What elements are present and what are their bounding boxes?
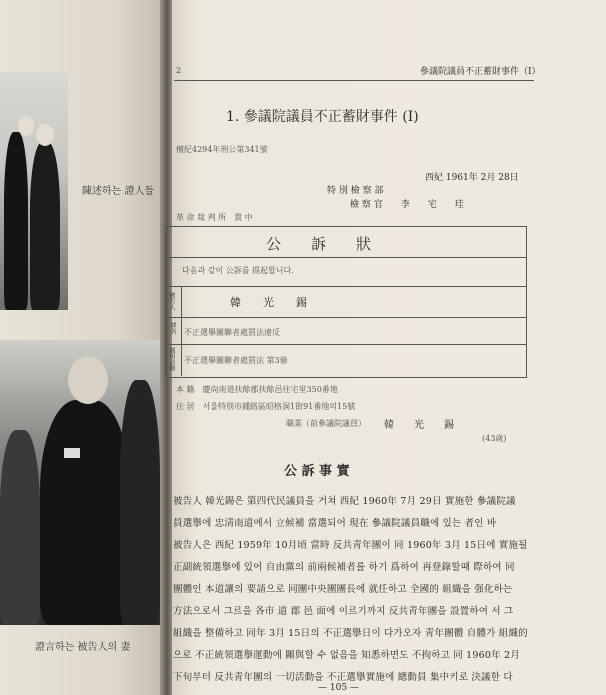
- residence: 住 居 서울特別市鍾路區昭格洞1街91番地의15號: [176, 402, 356, 411]
- court-addressee: 革 命 裁 判 所 貴 中: [176, 213, 253, 222]
- form-intro: 다음과 같이 公訴를 提起합니다.: [182, 266, 294, 275]
- law-value: 不正選擧關聯者處罰法 第3條: [184, 356, 288, 365]
- caption-witnesses: 陳述하는 證人들: [82, 186, 155, 197]
- chapter-title: 1. 參議院議員不正蓄財事件 (I): [226, 109, 419, 125]
- header-rule: [174, 80, 534, 81]
- facts-line: 被告人은 西紀 1959年 10月頃 當時 反共靑年團이 同 1960年 3月 15日에 實施될: [173, 540, 528, 551]
- caption-wife: 證言하는 被告人의 妻: [35, 642, 131, 653]
- form-title: 公 訴 狀: [266, 235, 372, 253]
- photo-witnesses: [0, 72, 68, 310]
- charge-value: 不正選擧關聯者處罰法違反: [184, 328, 280, 337]
- defendant-name-2: 韓 光 錫: [384, 420, 454, 431]
- facts-line: 被告人 韓光錫은 第四代民議員을 거쳐 西紀 1960年 7月 29日 實施한 參議院議: [173, 496, 516, 507]
- facts-line: 正副統領選擧에 있어 自由黨의 前兩候補者를 하기 爲하여 再登錄할때 際하여 同: [173, 562, 515, 573]
- defendant-label: 被告人: [168, 292, 175, 310]
- facts-line: 으로 不正統領選擧運動에 關與할 수 없음을 知悉하면도 不拘하고 同 1960年 2月: [173, 650, 521, 661]
- page-number: — 105 —: [318, 683, 359, 693]
- occupation: 職業（前參議院議員）: [286, 419, 366, 428]
- charge-label: 罪名: [169, 322, 176, 334]
- prosecution-office: 特 別 檢 察 部: [327, 186, 384, 196]
- running-title: 參議院議員不正蓄財事件（I）: [420, 67, 541, 77]
- registered-domicile: 本 籍 慶尙南道扶餘郡扶餘邑住宅里350番地: [176, 385, 338, 394]
- defendant-age: (43歲): [482, 434, 507, 443]
- header-page-number: 2: [176, 66, 182, 75]
- left-page: [0, 0, 168, 695]
- document-date: 西紀 1961年 2月 28日: [425, 173, 519, 183]
- facts-line: 員選擧에 忠淸南道에서 立候補 當選되어 現在 參議院議員職에 있는 者인 바: [173, 518, 497, 529]
- facts-line: 下旬부터 反共靑年團의 一切活動을 不正選擧實施에 總動員 集中키로 決議한 다: [173, 672, 513, 683]
- facts-line: 團體인 本道讓의 要請으로 同團中央團團長에 就任하고 全國的 組織을 强化하는: [173, 584, 513, 595]
- defendant-name: 韓 光 錫: [230, 296, 307, 309]
- facts-title: 公 訴 事 實: [284, 464, 350, 479]
- law-label: 適用法條: [168, 347, 175, 371]
- facts-line: 方法으로서 그르을 各市 道 郡 邑 面에 이르기까지 反共靑年團을 設置하여 서 그: [173, 606, 514, 617]
- facts-line: 組織을 整備하고 同年 3月 15日의 不正選擧日이 다가오자 靑年團體 自體가 組織的: [173, 628, 528, 639]
- photo-wife: [0, 340, 160, 625]
- case-number: 檀紀4294年刑公第341號: [176, 145, 268, 154]
- prosecutor-name: 檢 察 官 李 宅 珪: [350, 200, 464, 210]
